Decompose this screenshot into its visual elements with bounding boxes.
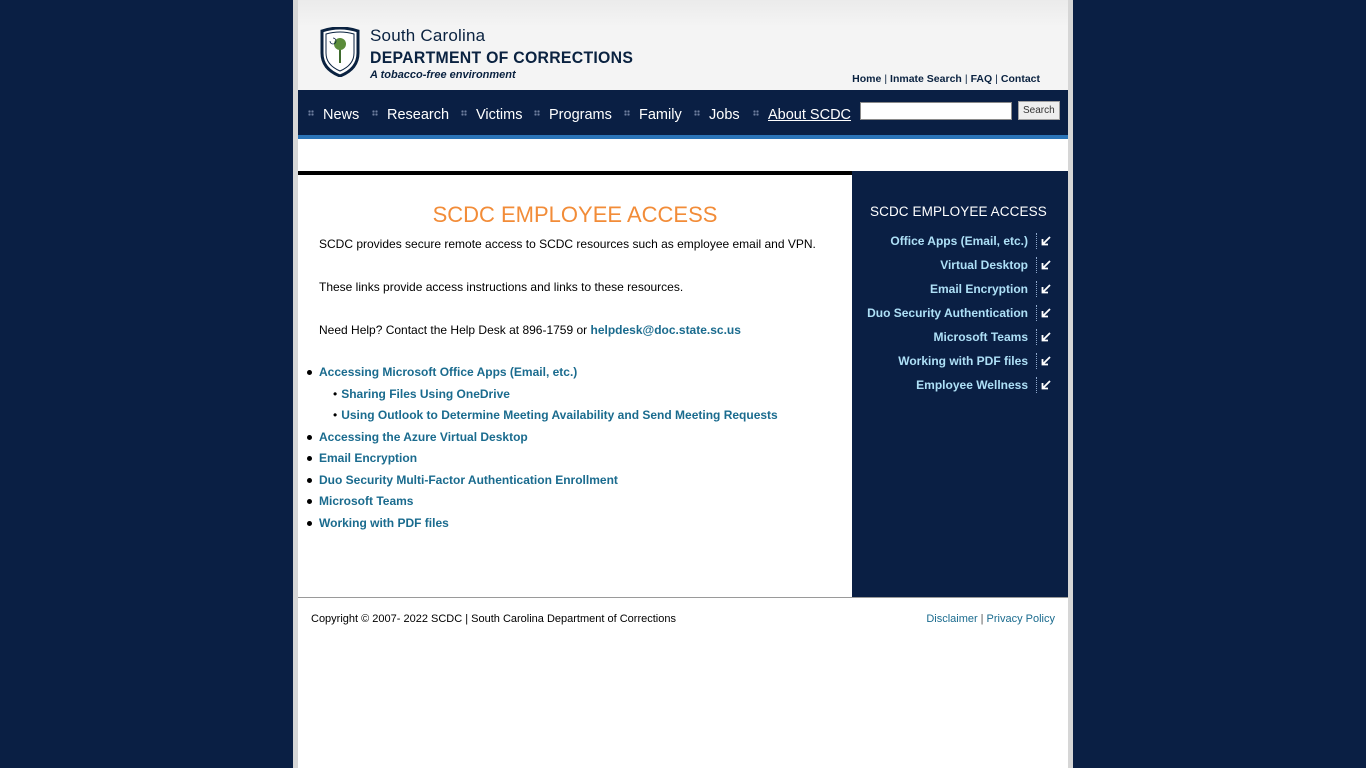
- copyright-text: Copyright © 2007- 2022 SCDC | South Carolina Department of Corrections: [311, 613, 676, 625]
- footer-link-privacy-policy[interactable]: Privacy Policy: [986, 613, 1055, 625]
- list-item: • Using Outlook to Determine Meeting Availability and Send Meeting Requests: [333, 408, 778, 422]
- page-title: SCDC EMPLOYEE ACCESS: [432, 202, 718, 227]
- sidebar-divider: [1036, 353, 1037, 369]
- sidebar-title: SCDC EMPLOYEE ACCESS: [870, 204, 1047, 219]
- sidebar-divider: [1036, 233, 1037, 249]
- sidebar-divider: [1036, 281, 1037, 297]
- brand-tagline: A tobacco-free environment: [370, 69, 516, 81]
- link-email-encryption[interactable]: Email Encryption: [319, 451, 418, 465]
- brand-state-name: South Carolina: [370, 26, 486, 45]
- nav-bullet-icon: [753, 110, 759, 116]
- arrow-down-left-icon[interactable]: [1040, 283, 1052, 295]
- footer-divider: [298, 597, 1068, 598]
- nav-item-victims[interactable]: Victims: [461, 107, 522, 123]
- sidebar-item-duo-security[interactable]: Duo Security Authentication: [867, 306, 1028, 320]
- nav-item-family[interactable]: Family: [624, 107, 682, 123]
- list-item: [319, 516, 778, 538]
- brand-department-name: DEPARTMENT OF CORRECTIONS: [370, 48, 634, 67]
- helpdesk-email-link[interactable]: helpdesk@doc.state.sc.us: [590, 323, 741, 337]
- search-button[interactable]: Search: [1018, 101, 1060, 120]
- sidebar-item-pdf-files[interactable]: Working with PDF files: [898, 354, 1028, 368]
- main-navigation: [298, 90, 1068, 139]
- list-item: [319, 365, 778, 387]
- sidebar-item-employee-wellness[interactable]: Employee Wellness: [916, 378, 1028, 392]
- help-text: Need Help? Contact the Help Desk at 896-1759 or helpdesk@doc.state.sc.us: [319, 323, 741, 337]
- arrow-down-left-icon[interactable]: [1040, 379, 1052, 391]
- link-pdf-files[interactable]: Working with PDF files: [319, 515, 449, 530]
- util-link-home[interactable]: Home: [852, 73, 882, 85]
- util-link-faq[interactable]: FAQ: [970, 73, 993, 85]
- sidebar: [852, 171, 1068, 597]
- link-office-apps[interactable]: Accessing Microsoft Office Apps (Email, etc.): [319, 365, 578, 379]
- link-duo-enrollment[interactable]: Duo Security Multi-Factor Authentication Enrollment: [319, 472, 618, 487]
- instructions-text: These links provide access instructions and links to these resources.: [319, 280, 684, 294]
- util-link-contact[interactable]: Contact: [1000, 73, 1040, 85]
- sidebar-item-virtual-desktop[interactable]: Virtual Desktop: [940, 258, 1028, 272]
- intro-text: SCDC provides secure remote access to SCDC resources such as employee email and VPN.: [319, 237, 816, 251]
- nav-bullet-icon: [372, 110, 378, 116]
- nav-bullet-icon: [461, 110, 467, 116]
- nav-item-research[interactable]: Research: [372, 107, 449, 123]
- util-link-inmate-search[interactable]: Inmate Search: [890, 73, 962, 85]
- link-microsoft-teams[interactable]: Microsoft Teams: [319, 494, 414, 508]
- scdc-shield-logo-icon[interactable]: [320, 27, 360, 77]
- search-input[interactable]: [860, 102, 1012, 120]
- nav-item-news[interactable]: News: [308, 107, 359, 123]
- nav-item-about-scdc[interactable]: About SCDC: [753, 107, 851, 123]
- sidebar-divider: [1036, 329, 1037, 345]
- sidebar-divider: [1036, 377, 1037, 393]
- list-item: [319, 430, 778, 452]
- nav-item-programs[interactable]: Programs: [534, 107, 612, 123]
- list-item: [319, 494, 778, 516]
- sidebar-divider: [1036, 305, 1037, 321]
- main-content: [298, 175, 852, 597]
- arrow-down-left-icon[interactable]: [1040, 355, 1052, 367]
- arrow-down-left-icon[interactable]: [1040, 307, 1052, 319]
- resource-links-list: [319, 365, 778, 537]
- arrow-down-left-icon[interactable]: [1040, 331, 1052, 343]
- page-container: [293, 0, 1073, 768]
- list-item: • Sharing Files Using OneDrive: [333, 386, 510, 401]
- footer-links: Disclaimer | Privacy Policy: [926, 613, 1055, 625]
- nav-bullet-icon: [308, 110, 314, 116]
- link-azure-virtual-desktop[interactable]: Accessing the Azure Virtual Desktop: [319, 429, 528, 444]
- list-item: [319, 451, 778, 473]
- nav-bullet-icon: [694, 110, 700, 116]
- list-item: [319, 473, 778, 495]
- sidebar-item-office-apps[interactable]: Office Apps (Email, etc.): [890, 234, 1028, 248]
- sidebar-item-email-encryption[interactable]: Email Encryption: [929, 282, 1028, 296]
- nav-item-jobs[interactable]: Jobs: [694, 107, 740, 123]
- footer-link-disclaimer[interactable]: Disclaimer: [926, 613, 978, 625]
- link-onedrive-sharing[interactable]: Sharing Files Using OneDrive: [341, 386, 510, 401]
- link-outlook-meetings[interactable]: Using Outlook to Determine Meeting Availability and Send Meeting Requests: [341, 408, 778, 422]
- arrow-down-left-icon[interactable]: [1040, 259, 1052, 271]
- site-header: [298, 0, 1068, 90]
- nav-bullet-icon: [534, 110, 540, 116]
- nav-bullet-icon: [624, 110, 630, 116]
- sidebar-item-microsoft-teams[interactable]: Microsoft Teams: [933, 330, 1028, 344]
- utility-links: Home | Inmate Search | FAQ | Contact: [852, 73, 1040, 85]
- arrow-down-left-icon[interactable]: [1040, 235, 1052, 247]
- sidebar-divider: [1036, 257, 1037, 273]
